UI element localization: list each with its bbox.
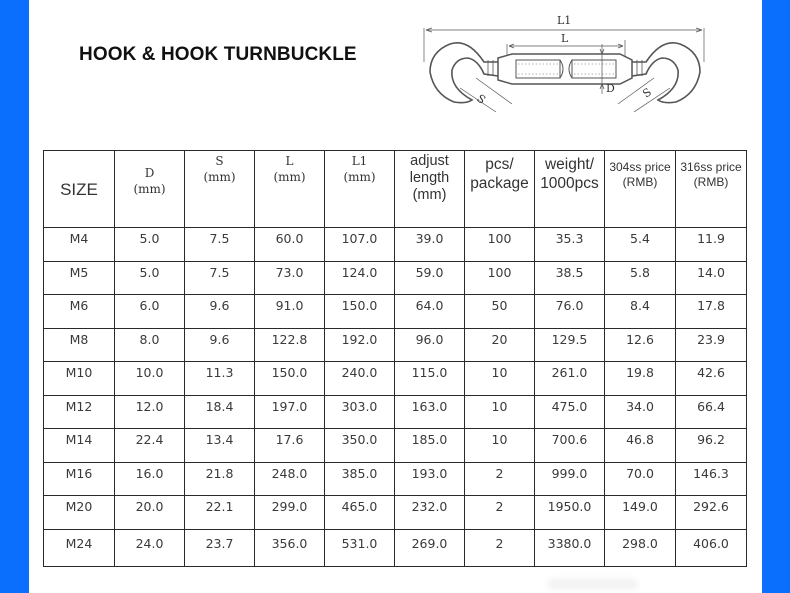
cell-l: 197.0 — [255, 395, 325, 429]
cell-l: 122.8 — [255, 328, 325, 362]
faint-watermark — [548, 578, 638, 590]
cell-l1: 465.0 — [325, 496, 395, 530]
table-row — [44, 261, 747, 295]
cell-s: 13.4 — [185, 429, 255, 463]
table-row — [44, 295, 747, 329]
cell-s: 11.3 — [185, 362, 255, 396]
cell-adjust-length: 232.0 — [395, 496, 465, 530]
cell-s: 9.6 — [185, 295, 255, 329]
cell-pcs-package: 100 — [465, 228, 535, 262]
cell-l: 17.6 — [255, 429, 325, 463]
cell-weight: 700.6 — [535, 429, 605, 463]
cell-l: 299.0 — [255, 496, 325, 530]
table-row — [44, 362, 747, 396]
cell-l1: 303.0 — [325, 395, 395, 429]
cell-d: 22.4 — [115, 429, 185, 463]
product-title: HOOK & HOOK TURNBUCKLE — [79, 44, 357, 65]
cell-316ss-price: 42.6 — [676, 362, 747, 396]
cell-adjust-length: 193.0 — [395, 462, 465, 496]
cell-adjust-length: 39.0 — [395, 228, 465, 262]
cell-pcs-package: 100 — [465, 261, 535, 295]
table-header-row — [44, 151, 747, 228]
cell-d: 20.0 — [115, 496, 185, 530]
cell-d: 12.0 — [115, 395, 185, 429]
cell-316ss-price: 66.4 — [676, 395, 747, 429]
cell-s: 7.5 — [185, 261, 255, 295]
table-row — [44, 228, 747, 262]
cell-304ss-price: 5.8 — [605, 261, 676, 295]
cell-s: 22.1 — [185, 496, 255, 530]
cell-304ss-price: 34.0 — [605, 395, 676, 429]
header-s: S (mm) — [185, 151, 255, 228]
cell-size: M12 — [44, 395, 115, 429]
cell-adjust-length: 163.0 — [395, 395, 465, 429]
label-s-right: S — [640, 85, 654, 101]
cell-d: 16.0 — [115, 462, 185, 496]
cell-s: 9.6 — [185, 328, 255, 362]
cell-s: 23.7 — [185, 529, 255, 566]
cell-adjust-length: 64.0 — [395, 295, 465, 329]
header-weight: weight/ 1000pcs — [535, 151, 605, 228]
cell-size: M4 — [44, 228, 115, 262]
cell-adjust-length: 96.0 — [395, 328, 465, 362]
cell-size: M6 — [44, 295, 115, 329]
cell-l1: 124.0 — [325, 261, 395, 295]
cell-304ss-price: 70.0 — [605, 462, 676, 496]
table-row — [44, 529, 747, 566]
table-row — [44, 328, 747, 362]
cell-weight: 76.0 — [535, 295, 605, 329]
cell-316ss-price: 14.0 — [676, 261, 747, 295]
cell-pcs-package: 2 — [465, 462, 535, 496]
cell-d: 8.0 — [115, 328, 185, 362]
cell-l: 150.0 — [255, 362, 325, 396]
cell-l1: 107.0 — [325, 228, 395, 262]
cell-weight: 38.5 — [535, 261, 605, 295]
header-316ss-price: 316ss price (RMB) — [676, 151, 747, 228]
cell-304ss-price: 298.0 — [605, 529, 676, 566]
cell-pcs-package: 50 — [465, 295, 535, 329]
cell-size: M20 — [44, 496, 115, 530]
cell-304ss-price: 149.0 — [605, 496, 676, 530]
cell-316ss-price: 17.8 — [676, 295, 747, 329]
cell-l1: 240.0 — [325, 362, 395, 396]
cell-304ss-price: 5.4 — [605, 228, 676, 262]
cell-316ss-price: 292.6 — [676, 496, 747, 530]
table-row — [44, 496, 747, 530]
left-blue-border — [0, 0, 29, 593]
header-304ss-price: 304ss price (RMB) — [605, 151, 676, 228]
cell-weight: 35.3 — [535, 228, 605, 262]
table-row — [44, 429, 747, 463]
cell-size: M10 — [44, 362, 115, 396]
cell-s: 18.4 — [185, 395, 255, 429]
cell-weight: 475.0 — [535, 395, 605, 429]
cell-weight: 129.5 — [535, 328, 605, 362]
label-l: L — [561, 32, 569, 45]
cell-l: 73.0 — [255, 261, 325, 295]
right-blue-border — [762, 0, 790, 593]
specification-table — [43, 150, 747, 567]
cell-l: 91.0 — [255, 295, 325, 329]
cell-pcs-package: 10 — [465, 395, 535, 429]
cell-pcs-package: 10 — [465, 362, 535, 396]
header-size: SIZE — [44, 151, 115, 228]
cell-pcs-package: 2 — [465, 529, 535, 566]
cell-adjust-length: 115.0 — [395, 362, 465, 396]
cell-adjust-length: 269.0 — [395, 529, 465, 566]
turnbuckle-diagram — [420, 4, 710, 116]
header-d: D (mm) — [115, 151, 185, 228]
cell-316ss-price: 23.9 — [676, 328, 747, 362]
cell-size: M14 — [44, 429, 115, 463]
cell-l1: 150.0 — [325, 295, 395, 329]
header-adjust-length: adjust length (mm) — [395, 151, 465, 228]
cell-l: 356.0 — [255, 529, 325, 566]
cell-weight: 999.0 — [535, 462, 605, 496]
cell-l1: 385.0 — [325, 462, 395, 496]
cell-weight: 1950.0 — [535, 496, 605, 530]
cell-304ss-price: 46.8 — [605, 429, 676, 463]
cell-304ss-price: 12.6 — [605, 328, 676, 362]
cell-weight: 261.0 — [535, 362, 605, 396]
cell-316ss-price: 146.3 — [676, 462, 747, 496]
cell-304ss-price: 8.4 — [605, 295, 676, 329]
label-l1: L1 — [557, 14, 572, 27]
cell-d: 5.0 — [115, 228, 185, 262]
cell-304ss-price: 19.8 — [605, 362, 676, 396]
header-l1: L1 (mm) — [325, 151, 395, 228]
cell-l1: 531.0 — [325, 529, 395, 566]
header-l: L (mm) — [255, 151, 325, 228]
cell-s: 21.8 — [185, 462, 255, 496]
cell-weight: 3380.0 — [535, 529, 605, 566]
cell-l1: 350.0 — [325, 429, 395, 463]
cell-pcs-package: 2 — [465, 496, 535, 530]
cell-adjust-length: 59.0 — [395, 261, 465, 295]
table-row — [44, 462, 747, 496]
cell-d: 24.0 — [115, 529, 185, 566]
cell-l1: 192.0 — [325, 328, 395, 362]
cell-pcs-package: 10 — [465, 429, 535, 463]
cell-pcs-package: 20 — [465, 328, 535, 362]
cell-size: M24 — [44, 529, 115, 566]
cell-s: 7.5 — [185, 228, 255, 262]
table-row — [44, 395, 747, 429]
cell-size: M8 — [44, 328, 115, 362]
label-s-left: S — [474, 91, 488, 107]
cell-size: M5 — [44, 261, 115, 295]
cell-316ss-price: 11.9 — [676, 228, 747, 262]
cell-l: 248.0 — [255, 462, 325, 496]
label-d: D — [606, 82, 615, 95]
cell-d: 10.0 — [115, 362, 185, 396]
cell-adjust-length: 185.0 — [395, 429, 465, 463]
cell-316ss-price: 406.0 — [676, 529, 747, 566]
cell-d: 6.0 — [115, 295, 185, 329]
cell-d: 5.0 — [115, 261, 185, 295]
cell-316ss-price: 96.2 — [676, 429, 747, 463]
cell-size: M16 — [44, 462, 115, 496]
header-pcs-package: pcs/ package — [465, 151, 535, 228]
cell-l: 60.0 — [255, 228, 325, 262]
